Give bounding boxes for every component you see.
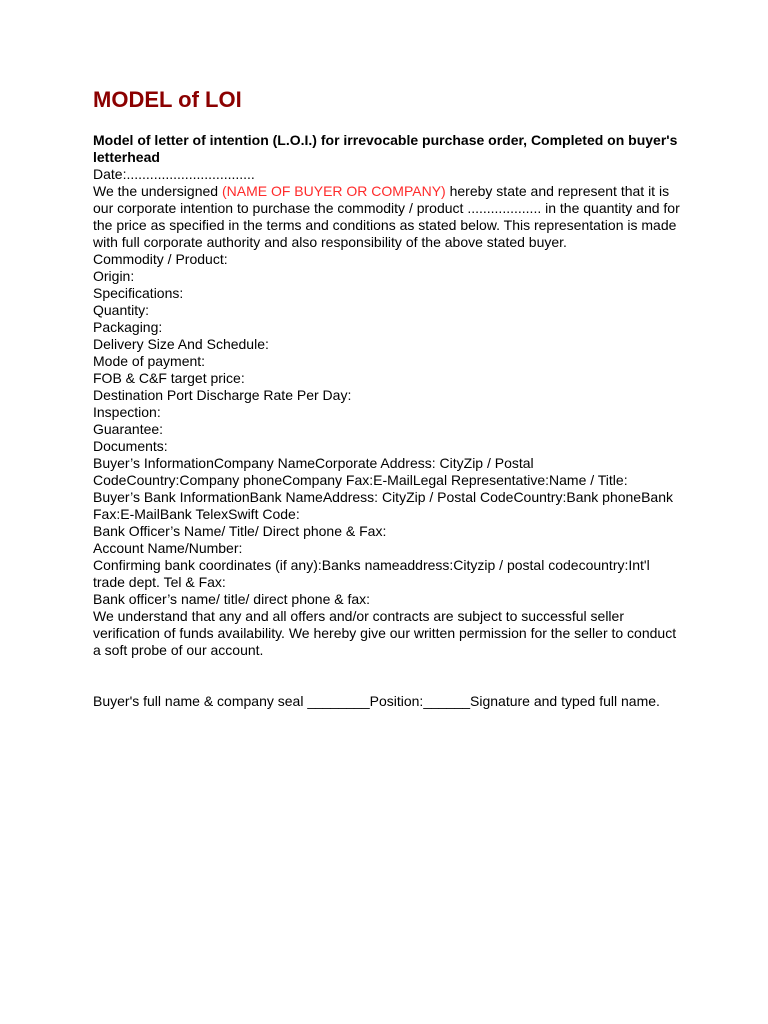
- field-inspection: Inspection:: [93, 404, 161, 420]
- field-specifications: Specifications:: [93, 285, 184, 301]
- buyer-name-placeholder: (NAME OF BUYER OR COMPANY): [221, 183, 446, 199]
- document-title: MODEL of LOI: [93, 87, 242, 112]
- bank-officer-line: Bank Officer’s Name/ Title/ Direct phone & Fax:: [93, 523, 387, 539]
- bank-information: Buyer’s Bank InformationBank NameAddress: CityZip / Postal CodeCountry:Bank phoneBank Fax:E-MailBank TelexSwift Code:: [93, 489, 674, 522]
- buyer-information: Buyer’s InformationCompany NameCorporate Address: CityZip / Postal CodeCountry:Company phoneCompany Fax:E-MailLegal Representative:Name / Title:: [93, 455, 628, 488]
- intro-text-after: hereby state and represent that it is our corporate intention to purchase the commodity / product ................... in the quantity and for the price as specified in the terms and conditions as stated below. This representation is made with full corporate authority and also responsibility of the above stated buyer.: [93, 183, 680, 250]
- field-quantity: Quantity:: [93, 302, 150, 318]
- confirming-bank: Confirming bank coordinates (if any):Banks nameaddress:Cityzip / postal codecountry:Int'l trade dept. Tel & Fax:: [93, 557, 650, 590]
- closing-paragraph: We understand that any and all offers and/or contracts are subject to successful seller verification of funds availability. We hereby give our written permission for the seller to conduct a soft probe of our account.: [93, 608, 677, 658]
- document-subtitle: Model of letter of intention (L.O.I.) for irrevocable purchase order, Completed on buyer's letterhead: [93, 132, 678, 165]
- field-discharge-rate: Destination Port Discharge Rate Per Day:: [93, 387, 352, 403]
- field-documents: Documents:: [93, 438, 168, 454]
- intro-paragraph: [93, 183, 683, 251]
- field-origin: Origin:: [93, 268, 135, 284]
- account-line: Account Name/Number:: [93, 540, 243, 556]
- field-packaging: Packaging:: [93, 319, 163, 335]
- field-commodity: Commodity / Product:: [93, 251, 228, 267]
- date-line: Date:.................................: [93, 166, 255, 182]
- field-target-price: FOB & C&F target price:: [93, 370, 245, 386]
- intro-text-before: We the undersigned: [93, 183, 222, 199]
- spacer: [93, 659, 683, 693]
- bank-officer-line-2: Bank officer’s name/ title/ direct phone & fax:: [93, 591, 371, 607]
- field-payment-mode: Mode of payment:: [93, 353, 206, 369]
- signature-line: Buyer's full name & company seal ________Position:______Signature and typed full name.: [93, 693, 660, 709]
- field-guarantee: Guarantee:: [93, 421, 164, 437]
- document-body: [93, 86, 683, 710]
- field-delivery: Delivery Size And Schedule:: [93, 336, 269, 352]
